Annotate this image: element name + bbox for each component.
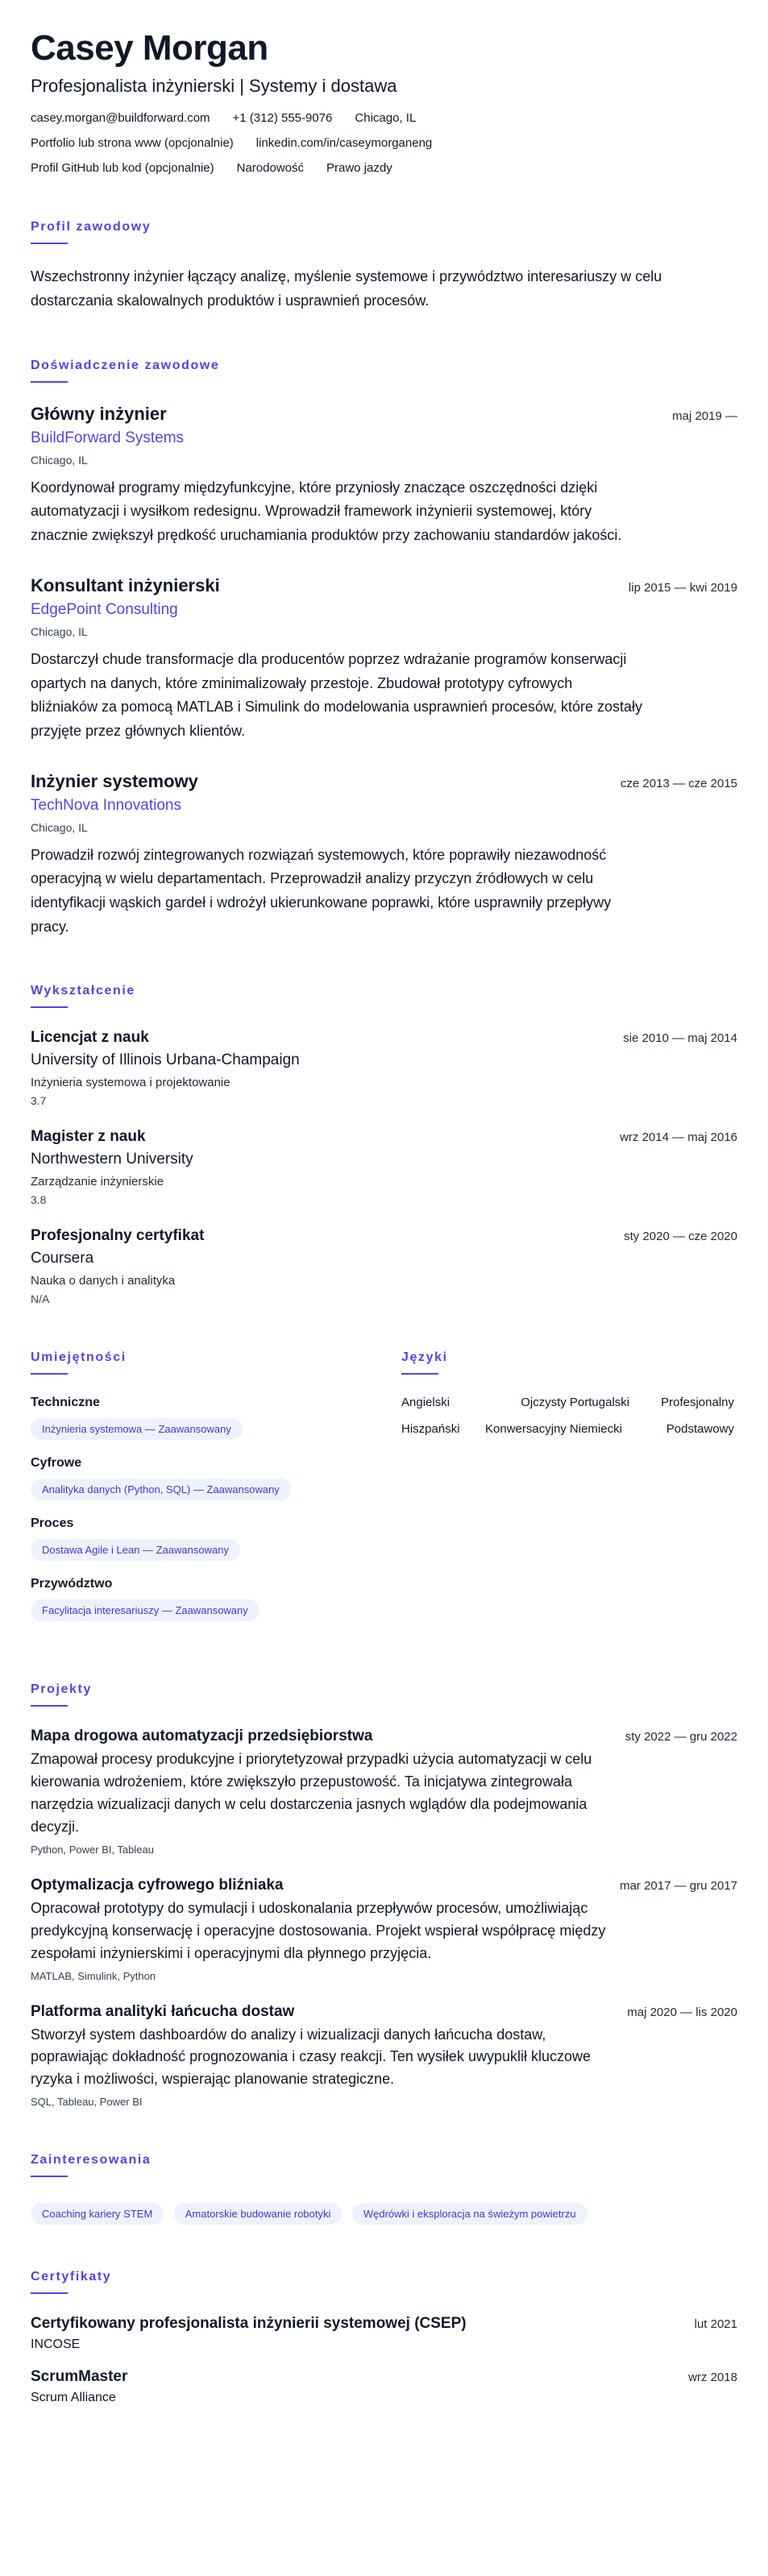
contact-github[interactable]: Profil GitHub lub kod (opcjonalnie): [31, 161, 214, 176]
language-name: Hiszpański: [401, 1422, 460, 1437]
experience-item: [31, 404, 737, 548]
language-level: Konwersacyjny: [485, 1422, 567, 1437]
experience-item: [31, 575, 737, 744]
project-item: [31, 1877, 737, 1982]
education-school: Northwestern University: [31, 1151, 193, 1168]
education-field: Inżynieria systemowa i projektowanie: [31, 1076, 230, 1090]
experience-dates: lip 2015 — kwi 2019: [628, 580, 737, 595]
language-name: Angielski: [401, 1396, 450, 1410]
experience-role: Główny inżynier: [31, 403, 167, 424]
interest-pill: Wędrówki i eksploracja na świeżym powietrzu: [352, 2203, 587, 2225]
experience-company: EdgePoint Consulting: [31, 600, 178, 618]
experience-description: Prowadził rozwój zintegrowanych rozwiązań systemowych, które poprawiły niezawodność operacyjną w wielu departamentach. Przeprowadził analizy przyczyn źródłowych w celu identyfikacji wąskich gardeł i wdrożył ukierunkowane poprawki, które usprawniły przepływy pracy.: [31, 846, 612, 935]
section-title: Profil zawodowy: [31, 220, 152, 234]
education-dates: sie 2010 — maj 2014: [623, 1031, 737, 1046]
certificate-item: [31, 2315, 737, 2352]
interests-list: [31, 2195, 737, 2225]
skill-pill: Dostawa Agile i Lean — Zaawansowany: [31, 1539, 240, 1561]
education-gpa: N/A: [31, 1292, 50, 1306]
skill-group-title: Techniczne: [31, 1396, 100, 1410]
skills-languages-row: [31, 1350, 737, 1637]
skills-section: [31, 1350, 369, 1637]
contact-driving-license: Prawo jazdy: [326, 161, 392, 176]
project-dates: maj 2020 — lis 2020: [627, 2005, 737, 2019]
candidate-headline: Profesjonalista inżynierski | Systemy i dostawa: [31, 76, 397, 97]
certificate-item: [31, 2368, 737, 2405]
certificates-section: [31, 2270, 737, 2405]
section-divider: [31, 2176, 68, 2177]
education-dates: wrz 2014 — maj 2016: [620, 1130, 737, 1145]
section-title: Projekty: [31, 1682, 92, 1697]
contact-row-links: [31, 136, 737, 150]
certificate-date: wrz 2018: [688, 2371, 737, 2385]
skill-group: [31, 1396, 369, 1440]
experience-description: Dostarczył chude transformacje dla producentów poprzez wdrażanie programów konserwacji opartych na danych, które zminimalizowały przestoje. Zbudował prototypy cyfrowych bliźniaków za pomocą MATLAB i Simulink do modelowania usprawnień procesów, które zostały przyjęte przez głównych klientów.: [31, 650, 643, 739]
education-school: Coursera: [31, 1250, 94, 1267]
certificate-name: ScrumMaster: [31, 2368, 128, 2386]
education-dates: sty 2020 — cze 2020: [624, 1230, 737, 1244]
contact-linkedin[interactable]: linkedin.com/in/caseymorganeng: [255, 136, 433, 151]
experience-dates: maj 2019 —: [672, 409, 737, 423]
contact-phone[interactable]: +1 (312) 555-9076: [232, 111, 333, 126]
language-name: Niemiecki: [569, 1422, 622, 1437]
contact-location: Chicago, IL: [355, 111, 417, 126]
profile-summary: Wszechstronny inżynier łączący analizę, myślenie systemowe i przywództwo interesariuszy w celu dostarczania skalowalnych produktów i usprawnień procesów.: [31, 268, 662, 309]
contact-email[interactable]: casey.morgan@buildforward.com: [31, 111, 210, 126]
skill-pill: Facylitacja interesariuszy — Zaawansowany: [31, 1599, 259, 1621]
section-divider: [31, 1006, 68, 1008]
experience-location: Chicago, IL: [31, 624, 88, 638]
contact-portfolio[interactable]: Portfolio lub strona www (opcjonalnie): [31, 136, 234, 151]
certificate-name: Certyfikowany profesjonalista inżynierii systemowej (CSEP): [31, 2315, 467, 2333]
language-level: Podstawowy: [666, 1422, 734, 1437]
section-divider: [31, 381, 68, 383]
interest-pill: Amatorskie budowanie robotyki: [174, 2203, 342, 2225]
experience-role: Konsultant inżynierski: [31, 575, 220, 595]
project-item: [31, 2003, 737, 2109]
skill-group: [31, 1456, 369, 1500]
section-divider: [31, 243, 68, 244]
skill-group-title: Proces: [31, 1516, 74, 1531]
education-degree: Magister z nauk: [31, 1128, 146, 1146]
project-name: Platforma analityki łańcucha dostaw: [31, 2002, 295, 2020]
education-section: [31, 984, 737, 1305]
section-divider: [31, 1373, 68, 1375]
skill-pill: Inżynieria systemowa — Zaawansowany: [31, 1418, 243, 1440]
experience-section: [31, 359, 737, 940]
section-divider: [31, 2292, 68, 2294]
education-degree: Licencjat z nauk: [31, 1029, 149, 1047]
skill-group: [31, 1516, 369, 1561]
project-tech: Python, Power BI, Tableau: [31, 1843, 154, 1856]
education-item: [31, 1227, 737, 1305]
certificate-issuer: Scrum Alliance: [31, 2391, 116, 2405]
certificate-issuer: INCOSE: [31, 2337, 81, 2352]
section-title: Certyfikaty: [31, 2270, 112, 2284]
education-gpa: 3.7: [31, 1094, 47, 1108]
language-level: Profesjonalny: [661, 1396, 734, 1410]
experience-role: Inżynier systemowy: [31, 770, 198, 791]
education-item: [31, 1029, 737, 1107]
experience-location: Chicago, IL: [31, 453, 88, 467]
contact-row-extra: [31, 161, 737, 175]
education-gpa: 3.8: [31, 1193, 47, 1207]
language-level: Ojczysty: [521, 1396, 567, 1410]
experience-description: Koordynował programy międzyfunkcyjne, które przyniosły znaczące oszczędności dzięki automatyzacji i wysiłkom redesignu. Wprowadził framework inżynierii systemowej, który znacznie zwiększył prędkość uruchamiania produktów przy zachowaniu standardów jakości.: [31, 479, 622, 544]
candidate-name: Casey Morgan: [31, 28, 268, 68]
education-item: [31, 1128, 737, 1206]
experience-location: Chicago, IL: [31, 820, 88, 834]
resume-header: [31, 29, 737, 175]
section-title: Języki: [401, 1350, 448, 1365]
project-tech: MATLAB, Simulink, Python: [31, 1969, 156, 1982]
experience-item: [31, 771, 737, 940]
project-description: Opracował prototypy do symulacji i udoskonalania przepływów procesów, umożliwiając predykcyjną konserwację i operacyjne dostosowania. Projekt wspierał współpracę między zespołami inżynierskimi i operacyjnymi dla płynnego przyjęcia.: [31, 1899, 606, 1961]
education-field: Nauka o danych i analityka: [31, 1274, 176, 1288]
contact-row-primary: [31, 111, 737, 125]
language-name: Portugalski: [569, 1396, 630, 1410]
project-name: Optymalizacja cyfrowego bliźniaka: [31, 1876, 284, 1894]
skill-group-title: Przywództwo: [31, 1577, 113, 1591]
section-divider: [401, 1373, 438, 1375]
project-description: Zmapował procesy produkcyjne i priorytetyzował przypadki użycia automatyzacji w celu kierowania wdrożeniem, które zwiększyło przepustowość. Ta inicjatywa zintegrowała narzędzia wizualizacji danych w celu dostarczenia jasnych wglądów dla podejmowania decyzji.: [31, 1751, 592, 1835]
section-title: Doświadczenie zawodowe: [31, 358, 220, 372]
education-school: University of Illinois Urbana-Champaign: [31, 1052, 300, 1069]
section-title: Umiejętności: [31, 1350, 127, 1365]
education-degree: Profesjonalny certyfikat: [31, 1227, 205, 1245]
projects-section: [31, 1682, 737, 2108]
section-title: Zainteresowania: [31, 2153, 152, 2167]
skill-group-title: Cyfrowe: [31, 1456, 82, 1471]
interest-pill: Coaching kariery STEM: [31, 2203, 164, 2225]
experience-company: BuildForward Systems: [31, 429, 185, 446]
profile-section: [31, 220, 737, 313]
project-name: Mapa drogowa automatyzacji przedsiębiorstwa: [31, 1728, 373, 1745]
experience-company: TechNova Innovations: [31, 796, 181, 814]
project-description: Stworzył system dashboardów do analizy i wizualizacji danych łańcucha dostaw, poprawiając dokładność prognozowania i czasy reakcji. Ten wysiłek uwypuklił kluczowe ryzyka i możliwości, wspierając planowanie strategiczne.: [31, 2026, 592, 2088]
skill-group: [31, 1577, 369, 1621]
certificate-date: lut 2021: [694, 2317, 737, 2332]
languages-grid: [401, 1396, 737, 1436]
interests-section: [31, 2153, 737, 2225]
skill-pill: Analityka danych (Python, SQL) — Zaawansowany: [31, 1479, 291, 1500]
contact-nationality: Narodowość: [236, 161, 304, 176]
project-dates: sty 2022 — gru 2022: [625, 1730, 737, 1744]
languages-section: [401, 1350, 737, 1637]
project-tech: SQL, Tableau, Power BI: [31, 2096, 143, 2109]
education-field: Zarządzanie inżynierskie: [31, 1175, 164, 1189]
project-item: [31, 1728, 737, 1856]
experience-dates: cze 2013 — cze 2015: [620, 776, 737, 790]
section-divider: [31, 1705, 68, 1707]
project-dates: mar 2017 — gru 2017: [620, 1878, 737, 1893]
section-title: Wykształcenie: [31, 984, 135, 998]
